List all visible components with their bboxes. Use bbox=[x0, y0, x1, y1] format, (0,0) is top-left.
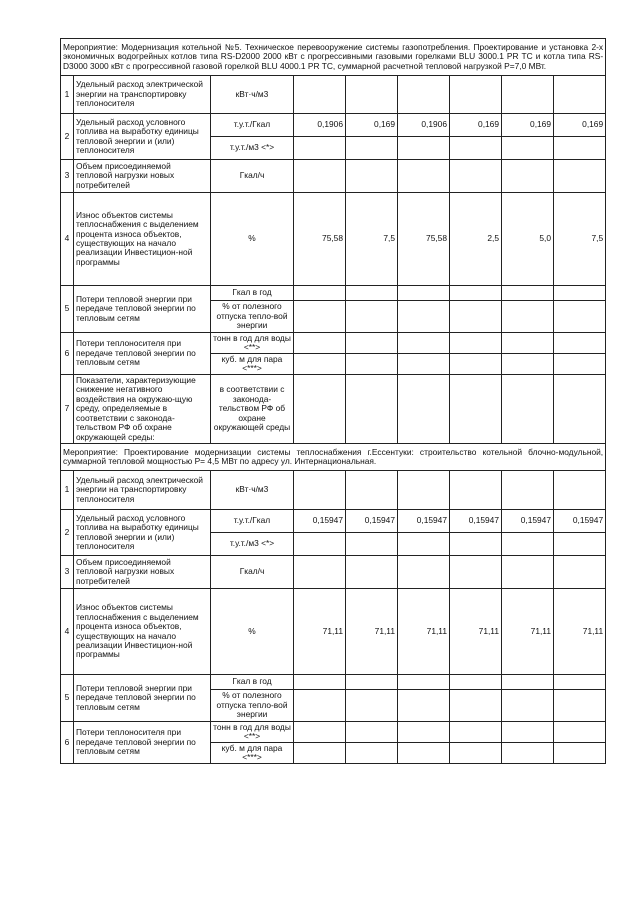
value-cell: 0,1906 bbox=[398, 114, 450, 137]
value-cell bbox=[450, 722, 502, 743]
value-cell: 7,5 bbox=[554, 193, 606, 286]
unit-cell: т.у.т./м3 <*> bbox=[211, 533, 294, 556]
value-cell bbox=[554, 137, 606, 160]
table-row bbox=[61, 114, 606, 137]
value-cell bbox=[502, 533, 554, 556]
value-cell bbox=[398, 137, 450, 160]
value-cell: 71,11 bbox=[554, 589, 606, 675]
value-cell: 0,15947 bbox=[294, 510, 346, 533]
unit-cell: тонн в год для воды <**> bbox=[211, 722, 294, 743]
unit-cell: % bbox=[211, 589, 294, 675]
value-cell: 71,11 bbox=[502, 589, 554, 675]
table-row bbox=[61, 76, 606, 114]
value-cell bbox=[450, 354, 502, 375]
value-cell: 2,5 bbox=[450, 193, 502, 286]
value-cell: 0,169 bbox=[554, 114, 606, 137]
unit-cell: Гкал/ч bbox=[211, 160, 294, 193]
unit-cell: в соответствии с законода-тельством РФ об охране окружающей среды bbox=[211, 375, 294, 444]
value-cell bbox=[294, 690, 346, 722]
table-row bbox=[61, 722, 606, 743]
indicator-name: Удельный расход условного топлива на выработку единицы тепловой энергии и (или) теплоносителя bbox=[74, 114, 211, 160]
value-cell bbox=[294, 471, 346, 510]
unit-cell: кВт·ч/м3 bbox=[211, 471, 294, 510]
value-cell bbox=[450, 76, 502, 114]
value-cell bbox=[398, 743, 450, 764]
value-cell bbox=[346, 556, 398, 589]
indicator-name: Удельный расход условного топлива на выработку единицы тепловой энергии и (или) теплоносителя bbox=[74, 510, 211, 556]
table-row bbox=[61, 333, 606, 354]
value-cell bbox=[346, 333, 398, 354]
value-cell bbox=[502, 690, 554, 722]
row-number: 6 bbox=[61, 333, 74, 375]
table-row bbox=[61, 375, 606, 444]
unit-cell: т.у.т./Гкал bbox=[211, 114, 294, 137]
table-row bbox=[61, 160, 606, 193]
value-cell bbox=[554, 354, 606, 375]
value-cell bbox=[554, 533, 606, 556]
value-cell bbox=[450, 301, 502, 333]
unit-cell: Гкал в год bbox=[211, 286, 294, 301]
indicator-name: Объем присоединяемой тепловой нагрузки новых потребителей bbox=[74, 160, 211, 193]
value-cell bbox=[346, 743, 398, 764]
indicator-name: Удельный расход электрической энергии на транспортировку теплоносителя bbox=[74, 76, 211, 114]
unit-cell: куб. м для пара <***> bbox=[211, 743, 294, 764]
value-cell bbox=[346, 286, 398, 301]
value-cell bbox=[346, 76, 398, 114]
value-cell bbox=[294, 333, 346, 354]
row-number: 7 bbox=[61, 375, 74, 444]
value-cell bbox=[502, 333, 554, 354]
section-header-row bbox=[61, 444, 606, 471]
unit-cell: % bbox=[211, 193, 294, 286]
value-cell bbox=[502, 301, 554, 333]
indicator-name: Удельный расход электрической энергии на транспортировку теплоносителя bbox=[74, 471, 211, 510]
row-number: 6 bbox=[61, 722, 74, 764]
value-cell bbox=[398, 160, 450, 193]
unit-cell: т.у.т./м3 <*> bbox=[211, 137, 294, 160]
value-cell bbox=[346, 160, 398, 193]
row-number: 4 bbox=[61, 193, 74, 286]
value-cell bbox=[294, 354, 346, 375]
unit-cell: куб. м для пара <***> bbox=[211, 354, 294, 375]
value-cell: 0,169 bbox=[450, 114, 502, 137]
table-row bbox=[61, 675, 606, 690]
indicator-name: Потери теплоносителя при передаче тепловой энергии по тепловым сетям bbox=[74, 333, 211, 375]
indicator-name: Потери теплоносителя при передаче тепловой энергии по тепловым сетям bbox=[74, 722, 211, 764]
row-number: 4 bbox=[61, 589, 74, 675]
value-cell bbox=[502, 286, 554, 301]
value-cell: 0,15947 bbox=[450, 510, 502, 533]
table-body bbox=[61, 39, 606, 764]
indicator-name: Износ объектов системы теплоснабжения с выделением процента износа объектов, существующих на начало реализации Инвестицион-ной программы bbox=[74, 589, 211, 675]
value-cell bbox=[294, 743, 346, 764]
value-cell: 0,1906 bbox=[294, 114, 346, 137]
section-title: Мероприятие: Проектирование модернизации системы теплоснабжения г.Ессентуки: строительство котельной блочно-модульной, суммарной тепловой мощностью Р= 4,5 МВт по адресу ул. Интернациональная. bbox=[61, 444, 606, 471]
value-cell bbox=[294, 137, 346, 160]
section-title: Мероприятие: Модернизация котельной №5. Техническое перевооружение системы газопотребления. Проектирование и установка 2-х экономичных водогрейных котлов типа RS-D2000 2000 кВт с прогрессивными газовыми горелками BLU 3000.1 PR TC и котла типа RS-D3000 3000 кВт с прогрессивной газовой горелкой BLU 4000.1 PR TC, суммарной расчетной тепловой нагрузкой Р=7,0 МВт. bbox=[61, 39, 606, 76]
value-cell bbox=[398, 533, 450, 556]
value-cell bbox=[502, 556, 554, 589]
unit-cell: т.у.т./Гкал bbox=[211, 510, 294, 533]
row-number: 5 bbox=[61, 286, 74, 333]
value-cell bbox=[398, 286, 450, 301]
value-cell bbox=[450, 533, 502, 556]
table-row bbox=[61, 471, 606, 510]
value-cell bbox=[554, 471, 606, 510]
value-cell bbox=[554, 301, 606, 333]
unit-cell: тонн в год для воды <**> bbox=[211, 333, 294, 354]
unit-cell: Гкал в год bbox=[211, 675, 294, 690]
value-cell bbox=[294, 375, 346, 444]
value-cell bbox=[450, 333, 502, 354]
indicator-name: Потери тепловой энергии при передаче тепловой энергии по тепловым сетям bbox=[74, 286, 211, 333]
value-cell bbox=[554, 160, 606, 193]
value-cell bbox=[398, 76, 450, 114]
value-cell bbox=[554, 556, 606, 589]
value-cell: 0,15947 bbox=[502, 510, 554, 533]
value-cell: 7,5 bbox=[346, 193, 398, 286]
value-cell bbox=[554, 375, 606, 444]
indicator-name: Показатели, характеризующие снижение негативного воздействия на окружаю-щую среду, определяемые в соответствии с законода-тельством РФ об охране окружающей среды: bbox=[74, 375, 211, 444]
value-cell: 0,169 bbox=[346, 114, 398, 137]
unit-cell: % от полезного отпуска тепло-вой энергии bbox=[211, 690, 294, 722]
value-cell bbox=[554, 722, 606, 743]
row-number: 3 bbox=[61, 160, 74, 193]
value-cell bbox=[346, 722, 398, 743]
value-cell bbox=[398, 556, 450, 589]
value-cell bbox=[450, 160, 502, 193]
value-cell bbox=[294, 286, 346, 301]
value-cell: 0,169 bbox=[502, 114, 554, 137]
value-cell bbox=[502, 76, 554, 114]
row-number: 5 bbox=[61, 675, 74, 722]
value-cell bbox=[502, 354, 554, 375]
value-cell bbox=[502, 160, 554, 193]
value-cell bbox=[450, 556, 502, 589]
indicators-table bbox=[60, 38, 606, 764]
value-cell bbox=[554, 743, 606, 764]
value-cell bbox=[554, 286, 606, 301]
section-header-row bbox=[61, 39, 606, 76]
value-cell bbox=[502, 375, 554, 444]
value-cell: 0,15947 bbox=[398, 510, 450, 533]
value-cell bbox=[398, 722, 450, 743]
value-cell bbox=[346, 471, 398, 510]
value-cell: 75,58 bbox=[294, 193, 346, 286]
value-cell: 0,15947 bbox=[554, 510, 606, 533]
value-cell bbox=[554, 76, 606, 114]
table-row bbox=[61, 589, 606, 675]
value-cell bbox=[502, 722, 554, 743]
row-number: 3 bbox=[61, 556, 74, 589]
value-cell: 71,11 bbox=[346, 589, 398, 675]
value-cell bbox=[294, 556, 346, 589]
value-cell bbox=[554, 690, 606, 722]
value-cell bbox=[450, 471, 502, 510]
value-cell bbox=[294, 722, 346, 743]
indicator-name: Потери тепловой энергии при передаче тепловой энергии по тепловым сетям bbox=[74, 675, 211, 722]
value-cell bbox=[398, 301, 450, 333]
row-number: 2 bbox=[61, 510, 74, 556]
value-cell bbox=[294, 301, 346, 333]
value-cell bbox=[294, 675, 346, 690]
value-cell: 0,15947 bbox=[346, 510, 398, 533]
value-cell bbox=[346, 675, 398, 690]
value-cell bbox=[554, 333, 606, 354]
value-cell bbox=[450, 137, 502, 160]
value-cell bbox=[450, 675, 502, 690]
value-cell bbox=[398, 354, 450, 375]
value-cell bbox=[346, 301, 398, 333]
indicator-name: Износ объектов системы теплоснабжения с выделением процента износа объектов, существующих на начало реализации Инвестицион-ной программы bbox=[74, 193, 211, 286]
value-cell bbox=[346, 690, 398, 722]
value-cell bbox=[398, 471, 450, 510]
value-cell bbox=[346, 354, 398, 375]
value-cell bbox=[450, 286, 502, 301]
table-row bbox=[61, 193, 606, 286]
value-cell bbox=[502, 743, 554, 764]
value-cell bbox=[294, 533, 346, 556]
row-number: 1 bbox=[61, 76, 74, 114]
row-number: 2 bbox=[61, 114, 74, 160]
value-cell bbox=[502, 137, 554, 160]
value-cell bbox=[346, 533, 398, 556]
value-cell: 71,11 bbox=[450, 589, 502, 675]
value-cell bbox=[450, 375, 502, 444]
indicator-name: Объем присоединяемой тепловой нагрузки новых потребителей bbox=[74, 556, 211, 589]
value-cell bbox=[450, 743, 502, 764]
unit-cell: кВт·ч/м3 bbox=[211, 76, 294, 114]
value-cell: 71,11 bbox=[294, 589, 346, 675]
value-cell: 5,0 bbox=[502, 193, 554, 286]
value-cell bbox=[554, 675, 606, 690]
value-cell: 71,11 bbox=[398, 589, 450, 675]
value-cell: 75,58 bbox=[398, 193, 450, 286]
value-cell bbox=[346, 137, 398, 160]
value-cell bbox=[398, 690, 450, 722]
value-cell bbox=[398, 333, 450, 354]
value-cell bbox=[294, 160, 346, 193]
value-cell bbox=[398, 675, 450, 690]
unit-cell: Гкал/ч bbox=[211, 556, 294, 589]
value-cell bbox=[398, 375, 450, 444]
value-cell bbox=[502, 471, 554, 510]
value-cell bbox=[346, 375, 398, 444]
table-row bbox=[61, 510, 606, 533]
row-number: 1 bbox=[61, 471, 74, 510]
value-cell bbox=[294, 76, 346, 114]
value-cell bbox=[450, 690, 502, 722]
table-row bbox=[61, 286, 606, 301]
value-cell bbox=[502, 675, 554, 690]
table-row bbox=[61, 556, 606, 589]
unit-cell: % от полезного отпуска тепло-вой энергии bbox=[211, 301, 294, 333]
